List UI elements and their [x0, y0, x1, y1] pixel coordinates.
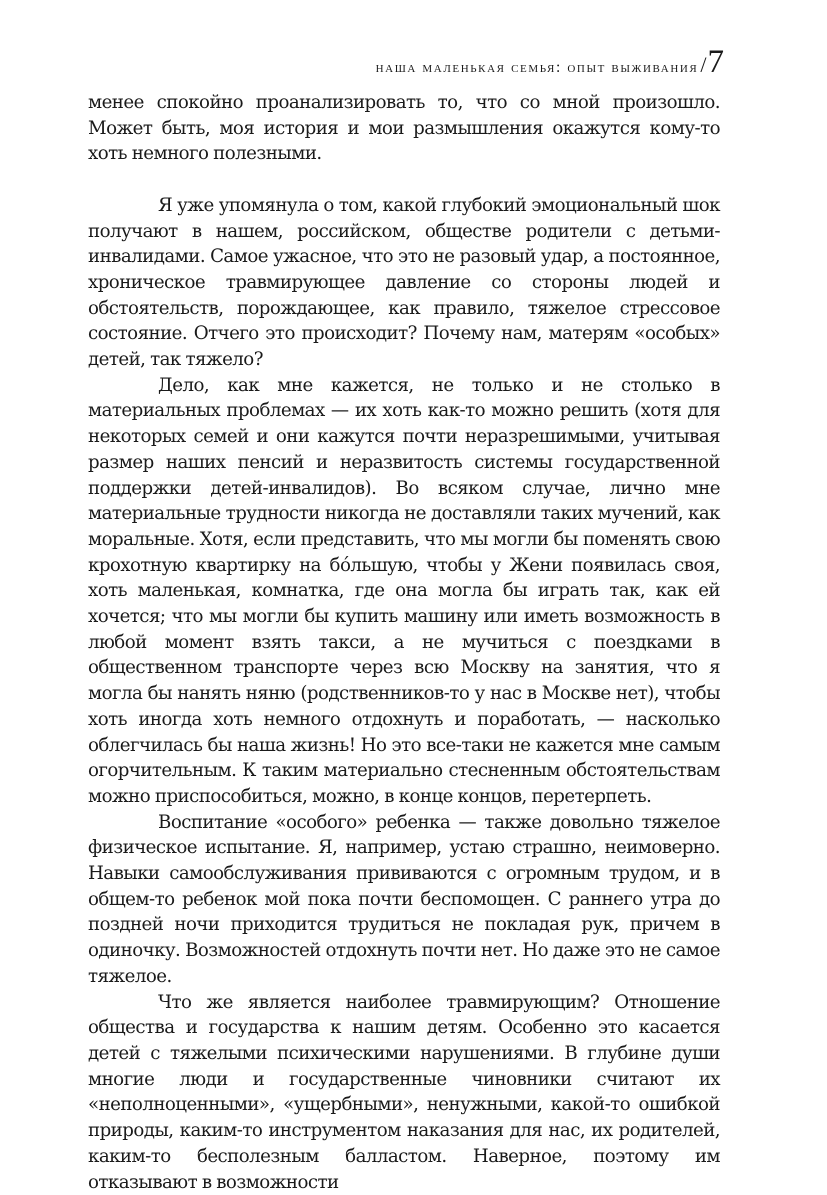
page-number: 7 — [707, 44, 724, 80]
paragraph: Дело, как мне кажется, не только и не столько в материальных проблемах — их хоть как-то можно решить (хотя для некоторых семей и они кажутся почти неразрешимыми, учитывая размер наших пенсий и неразвитость системы государственной поддержки детей-инвалидов). Во всяком случае, лично мне материальные трудности никогда не доставляли таких мучений, как моральные. Хотя, если представить, что мы могли бы поменять свою крохотную квартирку на бóльшую, чтобы у Жени появилась своя, хоть маленькая, комнатка, где она могла бы играть так, как ей хочется; что мы могли бы купить машину или иметь возможность в любой момент взять такси, а не мучиться с поездками в общественном транспорте через всю Москву на занятия, что я могла бы нанять няню (родственников-то у нас в Москве нет), чтобы хоть иногда хоть немного отдохнуть и поработать, — насколько облегчилась бы наша жизнь! Но это все-таки не кажется мне самым огорчительным. К таким материально стесненным обстоятельствам можно приспособиться, можно, в конце концов, перетерпеть. — [88, 374, 720, 807]
header-separator: / — [700, 52, 707, 77]
paragraph: Я уже упомянула о том, какой глубокий эмоциональный шок получают в нашем, российском, обществе родители с детьми-инвалидами. Самое ужасное, что это не разовый удар, а постоянное, хроническое травмирующее давление со стороны людей и обстоятельств, порождающее, как правило, тяжелое стрессовое состояние. Отчего это происходит? Почему нам, матерям «особых» детей, так тяжело? — [88, 194, 720, 371]
body-text — [88, 90, 720, 1195]
paragraph: Воспитание «особого» ребенка — также довольно тяжелое физическое испытание. Я, например, устаю страшно, неимоверно. Навыки самообслуживания прививаются с огромным трудом, и в общем-то ребенок мой пока почти беспомощен. С раннего утра до поздней ночи приходится трудиться не покладая рук, причем в одиночку. Возможностей отдохнуть почти нет. Но даже это не самое тяжелое. — [88, 811, 720, 987]
running-title: наша маленькая семья: опыт выживания — [375, 58, 699, 76]
running-head — [376, 46, 724, 79]
paragraph: Что же является наиболее травмирующим? Отношение общества и государства к нашим детям. Особенно это касается детей с тяжелыми психическими нарушениями. В глубине души многие люди и государственные чиновники считают их «неполноценными», «ущербными», ненужными, какой-то ошибкой природы, каким-то инструментом наказания для нас, их родителей, каким-то бесполезным балластом. Наверное, поэтому им отказывают в возможности — [88, 991, 720, 1193]
paragraph-continued: менее спокойно проанализировать то, что со мной произошло. Может быть, моя история и мои размышления окажутся кому-то хоть немного полезными. — [88, 92, 720, 165]
